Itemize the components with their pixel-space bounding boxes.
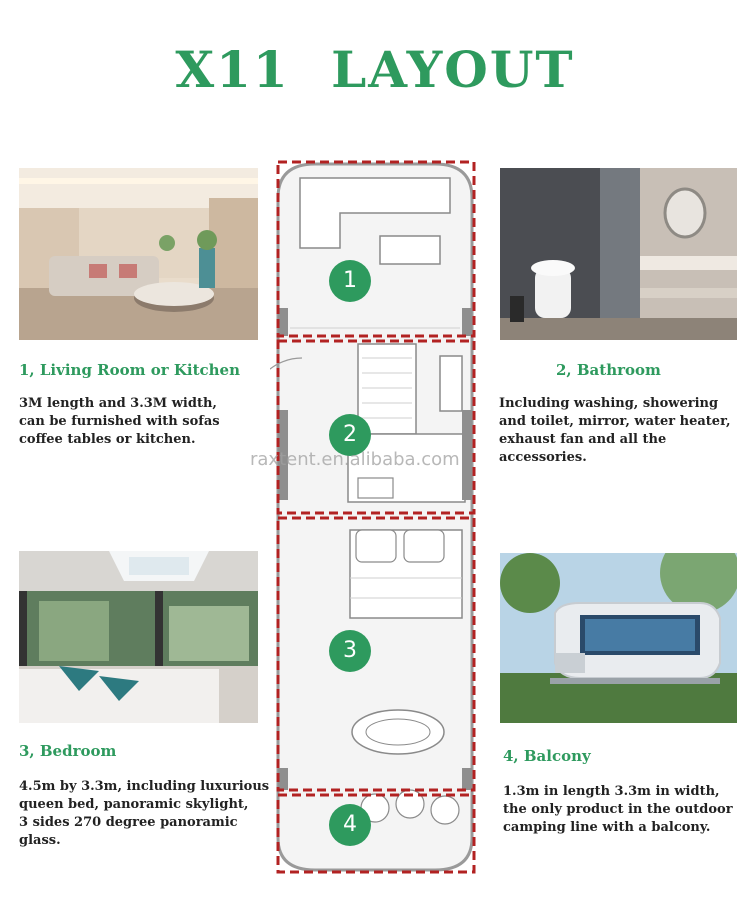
desc-line: coffee tables or kitchen. (19, 432, 196, 447)
floor-plan (270, 158, 480, 874)
section-heading-balcony: 4, Balcony (503, 747, 591, 765)
section-desc-bedroom (19, 778, 269, 850)
desc-line: accessories. (499, 450, 587, 465)
section-heading-bathroom: 2, Bathroom (556, 361, 661, 379)
living-room-photo (19, 168, 258, 340)
zone-marker-3: 3 (329, 630, 371, 672)
desc-line: camping line with a balcony. (503, 820, 711, 835)
desc-line: 3M length and 3.3M width, (19, 396, 217, 411)
section-heading-bedroom: 3, Bedroom (19, 742, 117, 760)
desc-line: glass. (19, 833, 61, 848)
watermark: raxtent.en.alibaba.com (250, 449, 460, 470)
floor-plan-drawing (270, 158, 480, 874)
page-title: X11 LAYOUT (175, 40, 575, 99)
desc-line: 1.3m in length 3.3m in width, (503, 784, 720, 799)
desc-line: Including washing, showering (499, 396, 719, 411)
desc-line: exhaust fan and all the (499, 432, 667, 447)
zone-marker-1: 1 (329, 260, 371, 302)
bedroom-photo (19, 551, 258, 723)
desc-line: 3 sides 270 degree panoramic (19, 815, 238, 830)
desc-line: and toilet, mirror, water heater, (499, 414, 731, 429)
desc-line: queen bed, panoramic skylight, (19, 797, 249, 812)
desc-line: the only product in the outdoor (503, 802, 733, 817)
section-desc-bathroom (499, 395, 731, 467)
zone-marker-2: 2 (329, 414, 371, 456)
section-desc-balcony (503, 783, 733, 837)
bathroom-photo (500, 168, 737, 340)
desc-line: can be furnished with sofas (19, 414, 220, 429)
zone-marker-4: 4 (329, 804, 371, 846)
section-heading-living-room: 1, Living Room or Kitchen (19, 361, 241, 379)
balcony-photo (500, 553, 737, 723)
section-desc-living-room (19, 395, 220, 449)
desc-line: 4.5m by 3.3m, including luxurious (19, 779, 270, 794)
